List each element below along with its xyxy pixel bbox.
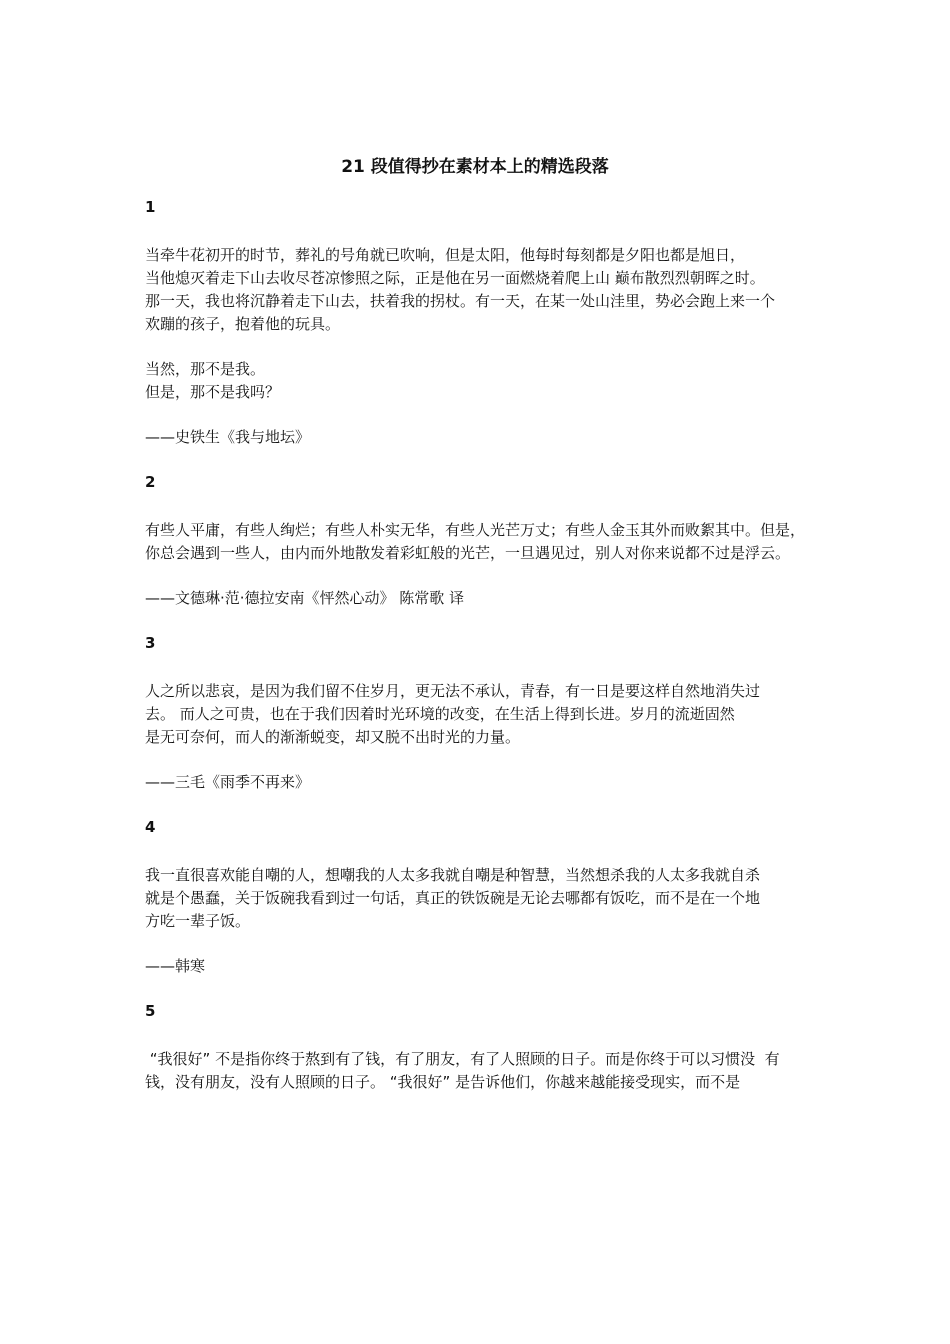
text-line: 就是个愚蠢，关于饭碗我看到过一句话，真正的铁饭碗是无论去哪都有饭吃，而不是在一个地 [145,889,761,907]
text-line: 那一天，我也将沉静着走下山去，扶着我的拐杖。有一天，在某一处山洼里，势必会跑上来一个 [145,292,776,310]
paragraph [145,519,825,565]
section-4 [145,816,825,1000]
source-text: ——三毛《雨季不再来》 [145,773,311,791]
text-line: 方吃一辈子饭。 [145,912,251,930]
text-line: 去。 而人之可贵，也在于我们因着时光环境的改变，在生活上得到长进。岁月的流逝固然 [145,705,735,723]
section-5 [145,1000,825,1094]
source-text: ——文德琳·范·德拉安南《怦然心动》 陈常歌 译 [145,589,465,607]
text-line: 当他熄灭着走下山去收尽苍凉惨照之际，正是他在另一面燃烧着爬上山 巅布散烈烈朝晖之时。 [145,269,765,287]
source-attribution [145,771,825,794]
text-line: 欢蹦的孩子，抱着他的玩具。 [145,315,341,333]
text-line: 我一直很喜欢能自嘲的人，想嘲我的人太多我就自嘲是种智慧，当然想杀我的人太多我就自杀 [145,866,761,884]
section-number: 3 [145,634,156,652]
text-line: 当牵牛花初开的时节，葬礼的号角就已吹响，但是太阳，他每时每刻都是夕阳也都是旭日， [145,246,746,264]
section-1 [145,196,825,471]
source-attribution [145,587,825,610]
section-number: 2 [145,473,156,491]
text-line: “我很好” 不是指你终于熬到有了钱，有了朋友，有了人照顾的日子。而是你终于可以习惯没 有 [145,1050,780,1068]
paragraph [145,1048,825,1094]
paragraph [145,244,825,336]
text-line: 有些人平庸，有些人绚烂；有些人朴实无华，有些人光芒万丈；有些人金玉其外而败絮其中。但是， [145,521,806,539]
document-body [145,196,825,1094]
section-number: 4 [145,818,156,836]
paragraph [145,358,825,404]
source-text: ——韩寒 [145,957,206,975]
document-title: 21 段值得抄在素材本上的精选段落 [341,157,609,177]
text-line: 钱，没有朋友，没有人照顾的日子。 “我很好” 是告诉他们，你越来越能接受现实，而不是 [145,1073,741,1091]
paragraph [145,864,825,933]
text-line: 当然，那不是我。 [145,360,266,378]
text-line: 人之所以悲哀，是因为我们留不住岁月，更无法不承认，青春，有一日是要这样自然地消失过 [145,682,761,700]
text-line: 但是，那不是我吗？ [145,383,281,401]
source-attribution [145,426,825,449]
text-line: 是无可奈何，而人的渐渐蜕变，却又脱不出时光的力量。 [145,728,521,746]
text-line: 你总会遇到一些人，由内而外地散发着彩虹般的光芒，一旦遇见过，别人对你来说都不过是浮云。 [145,544,791,562]
section-number: 5 [145,1002,156,1020]
source-text: ——史铁生《我与地坛》 [145,428,311,446]
source-attribution [145,955,825,978]
paragraph [145,680,825,749]
section-number: 1 [145,198,156,216]
section-2 [145,471,825,632]
section-3 [145,632,825,816]
